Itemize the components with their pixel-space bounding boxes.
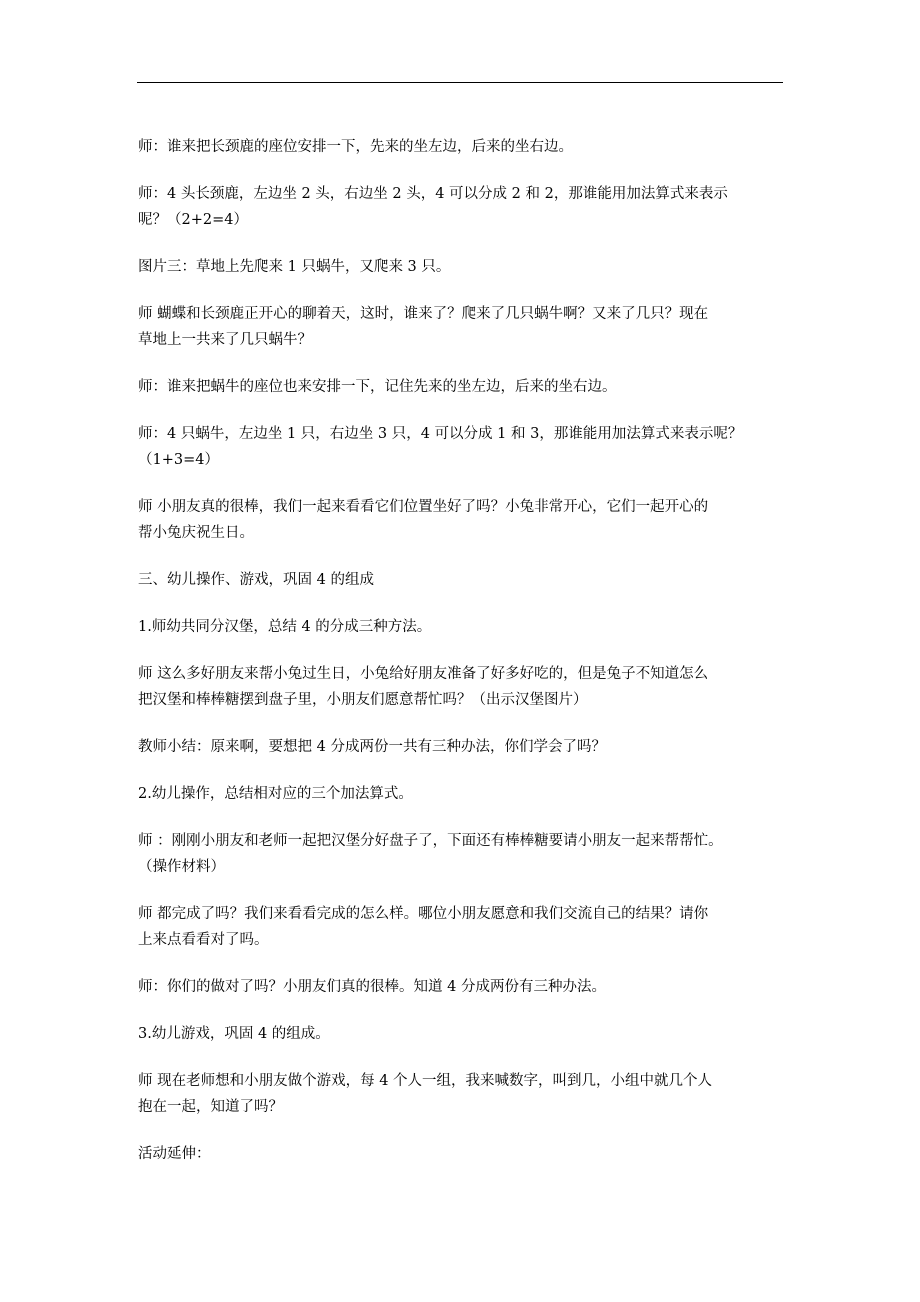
paragraph-step-two: 2.幼儿操作，总结相对应的三个加法算式。 [138,786,413,802]
paragraph-snail-seating: 师：谁来把蜗牛的座位也来安排一下，记住先来的坐左边，后来的坐右边。 [138,379,617,395]
document-body [138,134,802,1188]
paragraph-game: 师 现在老师想和小朋友做个游戏，每 4 个人一组，我来喊数字，叫到几，小组中就几个人 抱在一起，知道了吗？ [138,1073,713,1115]
paragraph-lollipop: 师 ：刚刚小朋友和老师一起把汉堡分好盘子了，下面还有棒棒糖要请小朋友一起来帮帮忙。 （操作材料） [138,833,723,875]
paragraph-praise: 师：你们的做对了吗？小朋友们真的很棒。知道 4 分成两份有三种办法。 [138,979,606,995]
paragraph-picture-three: 图片三：草地上先爬来 1 只蜗牛，又爬来 3 只。 [138,259,451,275]
header-rule [137,82,783,83]
paragraph-step-three: 3.幼儿游戏，巩固 4 的组成。 [138,1026,330,1042]
section-heading-three: 三、幼儿操作、游戏，巩固 4 的组成 [138,572,374,588]
paragraph-extension: 活动延伸： [138,1146,211,1162]
paragraph-teacher-summary: 教师小结：原来啊，要想把 4 分成两份一共有三种办法，你们学会了吗？ [138,739,606,755]
paragraph-giraffe-equation: 师：4 头长颈鹿，左边坐 2 头，右边坐 2 头，4 可以分成 2 和 2，那谁能用加法算式来表示 呢？（2+2=4） [138,186,728,228]
paragraph-step-one: 1.师幼共同分汉堡，总结 4 的分成三种方法。 [138,619,432,635]
paragraph-check-results: 师 都完成了吗？我们来看看完成的怎么样。哪位小朋友愿意和我们交流自己的结果？请你 上来点看看对了吗。 [138,906,709,948]
paragraph-birthday: 师 小朋友真的很棒，我们一起来看看它们位置坐好了吗？小兔非常开心，它们一起开心的 帮小兔庆祝生日。 [138,499,709,541]
paragraph-snail-question: 师 蝴蝶和长颈鹿正开心的聊着天，这时，谁来了？爬来了几只蜗牛啊？又来了几只？现在 草地上一共来了几只蜗牛？ [138,306,709,348]
paragraph-snail-equation: 师：4 只蜗牛，左边坐 1 只，右边坐 3 只，4 可以分成 1 和 3，那谁能用加法算式来表示呢？ （1+3=4） [138,426,743,468]
paragraph-hamburger: 师 这么多好朋友来帮小兔过生日，小兔给好朋友准备了好多好吃的，但是兔子不知道怎么 把汉堡和棒棒糖摆到盘子里，小朋友们愿意帮忙吗？（出示汉堡图片） [138,666,709,708]
paragraph-giraffe-seating: 师：谁来把长颈鹿的座位安排一下，先来的坐左边，后来的坐右边。 [138,139,573,155]
